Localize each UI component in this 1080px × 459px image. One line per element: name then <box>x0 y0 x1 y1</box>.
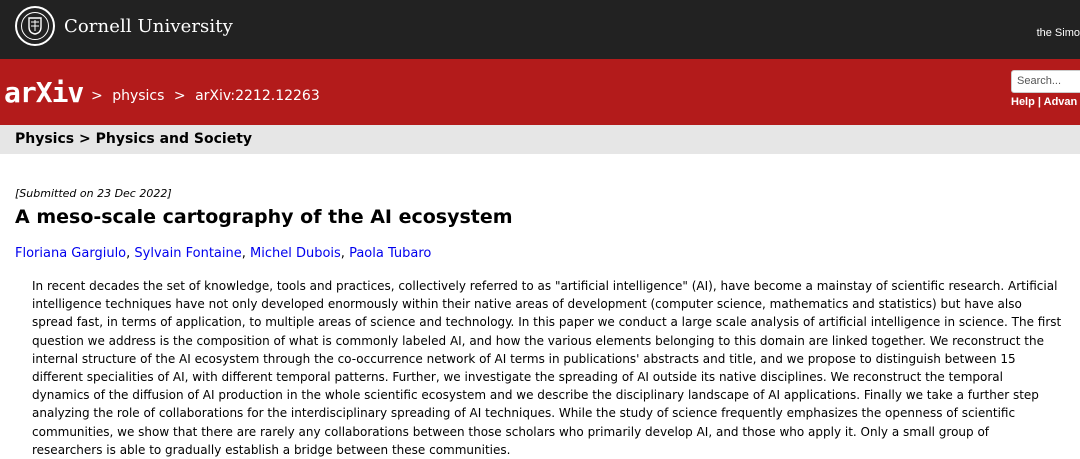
cornell-logo[interactable] <box>15 6 233 46</box>
cornell-seal-icon <box>15 6 55 46</box>
breadcrumb-paper-id: arXiv:2212.12263 <box>195 88 320 104</box>
arxiv-header <box>0 59 1080 125</box>
subject-heading: Physics > Physics and Society <box>15 131 253 147</box>
author-link[interactable]: Paola Tubaro <box>349 246 432 261</box>
breadcrumb-separator: > <box>173 88 186 104</box>
paper-title: A meso-scale cartography of the AI ecosystem <box>15 206 513 228</box>
abstract-text: In recent decades the set of knowledge, tools and practices, collectively referred to as "artificial intelligence" (AI), have become a mainstay of scientific research. Artificial intelligence techniques have not only developed enormously within their native areas of development (computer science, mathematics and statistics) but have also spread fast, in terms of application, to multiple areas of science and technology. In this paper we conduct a large scale analysis of artificial intelligence in science. The first question we address is the composition of what is commonly labeled AI, and how the various elements belonging to this domain are linked together. We reconstruct the internal structure of the AI ecosystem through the co-occurrence network of AI terms in publications' abstracts and title, and we propose to distinguish between 15 different specialities of AI, with different temporal patterns. Further, we investigate the spreading of AI outside its native disciplines. We reconstruct the temporal dynamics of the diffusion of AI production in the whole scientific ecosystem and we describe the disciplinary landscape of AI applications. Finally we take a further step analyzing the role of collaborations for the interdisciplinary spreading of AI techniques. While the study of science frequently emphasizes the openness of scientific communities, we show that there are rarely any collaborations between those scholars who primarily develop AI, and those who apply it. Only a small group of researchers is able to gradually establish a bridge between these communities. <box>32 279 1062 457</box>
header-links[interactable]: Help | Advan <box>1011 96 1078 108</box>
author-list <box>15 246 431 261</box>
author-link[interactable]: Sylvain Fontaine <box>134 246 242 261</box>
arxiv-logo-text: arXiv <box>4 76 84 109</box>
arxiv-logo[interactable] <box>4 76 84 109</box>
subject-bar <box>0 125 1080 154</box>
cornell-bar <box>0 0 1080 59</box>
author-link[interactable]: Michel Dubois <box>250 246 341 261</box>
search-input[interactable]: Search... <box>1011 70 1080 93</box>
breadcrumb <box>91 88 320 104</box>
author-separator: , <box>126 246 135 261</box>
submission-date: [Submitted on 23 Dec 2022] <box>15 187 172 200</box>
cornell-name: Cornell University <box>64 15 233 37</box>
author-separator: , <box>340 246 350 261</box>
breadcrumb-section-link[interactable]: physics <box>112 88 165 104</box>
author-link[interactable]: Floriana Gargiulo <box>15 246 127 261</box>
author-separator: , <box>241 246 250 261</box>
acknowledgement-text[interactable]: the Simo <box>1036 27 1080 39</box>
breadcrumb-separator: > <box>91 88 103 104</box>
